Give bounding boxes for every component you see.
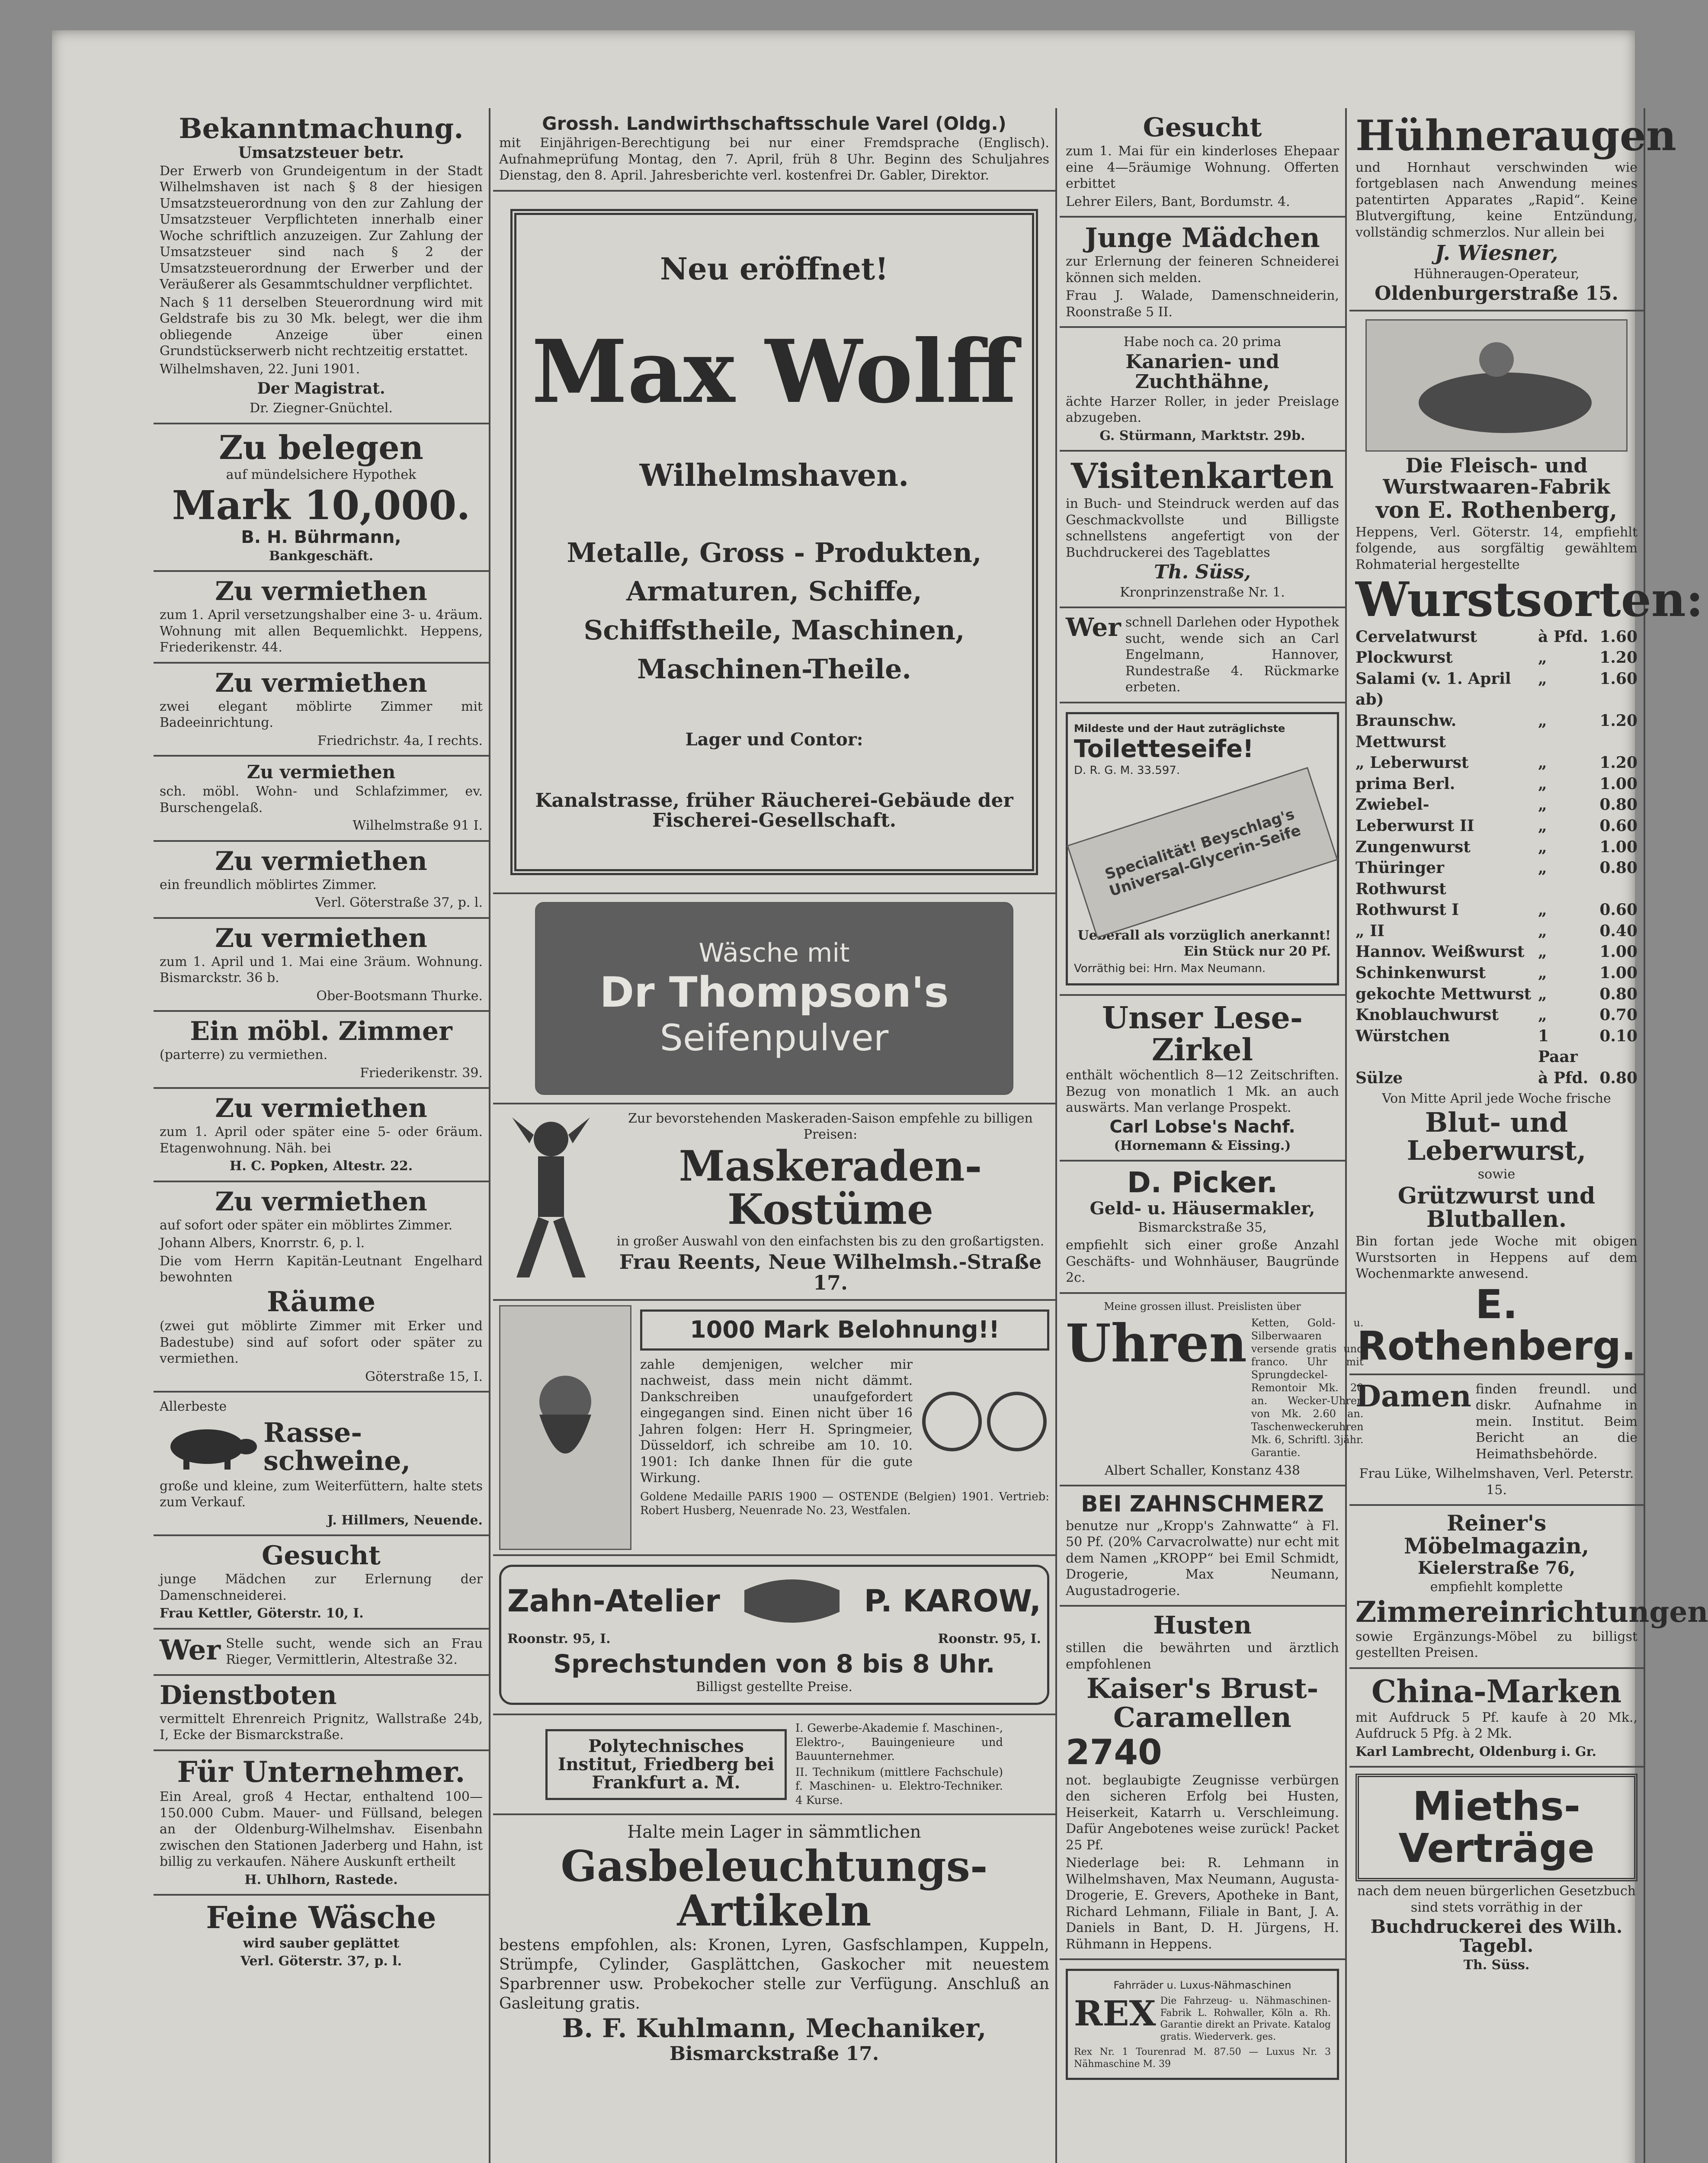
ad-body: Nach § 11 derselben Steuerordnung wird mit Geldstrafe bis zu 30 Mk. belegt, wer die ihm obliegende Anzeige über einen Grundstückserwerb nicht rechtzeitig erstattet.: [160, 295, 483, 359]
ad-address: Kielerstraße 76,: [1417, 1558, 1576, 1579]
ad-title: Rasse-schweine,: [263, 1416, 411, 1476]
ad-title: Räume: [266, 1285, 376, 1318]
medals-icon: [920, 1389, 1049, 1454]
ad-title: Grossh. Landwirthschaftsschule Varel (Oldg.): [542, 113, 1006, 134]
ad-top: Neu eröffnet!: [660, 251, 888, 287]
price-item: prima Berl.: [1356, 774, 1455, 793]
ad-address: Lehrer Eilers, Bant, Bordumstr. 4.: [1066, 194, 1290, 209]
ad-vermiethen: [154, 842, 489, 919]
ad-title: Junge Mädchen: [1085, 222, 1320, 254]
price-row: [1356, 815, 1638, 837]
ad-body: ächte Harzer Roller, in jeder Preislage abzugeben.: [1066, 394, 1339, 426]
ad-title: Zu vermiethen: [247, 761, 396, 783]
ad-brand: REX: [1074, 1993, 1156, 2034]
price-unit: „: [1538, 964, 1547, 982]
ad-name: Buchdruckerei des Wilh. Tagebl.: [1370, 1916, 1623, 1957]
ad-zu-belegen: [154, 424, 489, 572]
ad-sub: Geld- u. Häusermakler,: [1090, 1198, 1315, 1219]
ad-body: mit Einjährigen-Berechtigung bei nur einer Fremdsprache (Englisch). Aufnahmeprüfung Montag, den 7. April, früh 8 Uhr. Beginn des Schuljahres Dienstag, den 8. April. Jahresberichte verl. kostenfrei Dr. Gabler, Direktor.: [499, 135, 1049, 183]
ad-title: Zu vermiethen: [215, 576, 427, 607]
ad-title: Wer: [160, 1633, 221, 1666]
price-unit: 1 Paar: [1538, 1027, 1578, 1066]
price-item: Zungenwurst: [1356, 838, 1471, 856]
ad-line: Wäsche mit: [699, 937, 850, 968]
ad-address: Vorräthig bei: Hrn. Max Neumann.: [1074, 962, 1266, 975]
ad-body: vermittelt Ehrenreich Prignitz, Wallstraße 24b, I, Ecke der Bismarckstraße.: [160, 1711, 483, 1743]
ad-title: Toiletteseife!: [1074, 735, 1254, 763]
ad-body: sowie Ergänzungs-Möbel zu billigst gestellten Preisen.: [1356, 1629, 1638, 1661]
ad-rasseschweine: [154, 1393, 489, 1536]
ad-address: H. Uhlhorn, Rastede.: [244, 1872, 398, 1887]
ad-body: Heppens, Verl. Göterstr. 14, empfiehlt folgende, aus sorgfältig gewähltem Rohmaterial hergestellte: [1356, 524, 1638, 572]
ad-sub: Hühneraugen-Operateur,: [1413, 266, 1580, 282]
ad-body: mit Aufdruck 5 Pf. kaufe à 20 Mk., Aufdruck 5 Pfg. à 2 Mk.: [1356, 1710, 1638, 1742]
ad-title: Husten: [1153, 1611, 1252, 1640]
ad-depots: Niederlage bei: R. Lehmann in Wilhelmshaven, Max Neumann, Augusta-Drogerie, E. Grevers, Apotheke in Bant, Richard Lehmann, Filiale in Bant, J. A. Daniels in Bant, D. H. Jürgens, H. Rühmann in Heppens.: [1066, 1855, 1339, 1952]
ad-body: I. Gewerbe-Akademie f. Maschinen-, Elektro-, Bauingenieure und Bauunternehmer.: [795, 1722, 1003, 1763]
price-unit: à Pfd.: [1538, 627, 1589, 646]
ad-junge-maedchen: [1060, 218, 1345, 328]
portrait-illustration: [499, 1305, 631, 1550]
ad-body: Ueberall als vorzüglich anerkannt! Ein Stück nur 20 Pf.: [1077, 927, 1331, 960]
price-row: [1356, 899, 1638, 921]
price-item: „ II: [1356, 921, 1384, 940]
pig-icon: [160, 1423, 259, 1470]
ad-address: Kronprinzenstraße Nr. 1.: [1120, 584, 1285, 600]
ad-kanarien: [1060, 328, 1345, 452]
price-unit: „: [1538, 859, 1547, 877]
price-item: Sülze: [1356, 1069, 1403, 1088]
ad-vermiethen: [154, 664, 489, 757]
ad-gesucht: [154, 1536, 489, 1630]
ad-body: Ein Areal, groß 4 Hectar, enthaltend 100—150.000 Cubm. Mauer- und Füllsand, belegen an der Oldenburg-Wilhelmshav. Eisenbahn zwischen den Stationen Jaderberg und Hahn, ist billig zu verkaufen. Nähere Auskunft ertheilt: [160, 1789, 483, 1870]
column-1: [154, 108, 490, 2163]
ad-name: J. Wiesner,: [1435, 241, 1558, 266]
ad-rex: [1060, 1960, 1345, 2089]
ad-body: junge Mädchen zur Erlernung der Damenschneiderei.: [160, 1572, 483, 1603]
price-row: [1356, 1068, 1638, 1089]
ad-body: empfiehlt sich einer große Anzahl Geschäfts- und Wohnhäuser, Baugründe 2c.: [1066, 1238, 1339, 1286]
ad-title: Mieths-Verträge: [1356, 1774, 1638, 1881]
ad-title: Max Wolff: [532, 321, 1017, 423]
ad-address: Karl Lambrecht, Oldenburg i. Gr.: [1356, 1744, 1596, 1759]
ad-title: Ein möbl. Zimmer: [190, 1016, 452, 1047]
price-item: Rothwurst I: [1356, 901, 1459, 919]
price-item: Würstchen: [1356, 1027, 1450, 1045]
price-item: Schinkenwurst: [1356, 964, 1486, 982]
ad-body: ein freundlich möblirtes Zimmer.: [160, 877, 377, 892]
ad-title: Zu belegen: [219, 428, 423, 467]
price-price: 1.00: [1599, 774, 1638, 793]
ad-gesucht: [1060, 108, 1345, 218]
soap-bar-illustration: Specialität! Beyschlag's Universal-Glycerin-Seife: [1067, 767, 1338, 938]
ad-address: Verl. Göterstraße 37, p. l.: [315, 895, 483, 911]
ad-body: Der Erwerb von Grundeigentum in der Stadt Wilhelmshaven ist nach § 8 der hiesigen Umsatzsteuerordnung von den zur Zahlung der Umsatzsteuer Verpflichteten innerhalb einer Woche schriftlich anzuzeigen. Zur Zahlung der Umsatzsteuer sind nach § 2 der Umsatzsteuerordnung der Erwerber und der Veräußerer als Gesammtschuldner verpflichtet.: [160, 163, 483, 292]
ad-drgm: D. R. G. M. 33.597.: [1074, 764, 1180, 777]
price-price: 1.20: [1599, 711, 1638, 730]
ad-body: zum 1. April oder später eine 5- oder 6räum. Etagenwohnung. Näh. bei: [160, 1124, 483, 1156]
ad-price: Billigst gestellte Preise.: [696, 1679, 852, 1694]
ad-miethsvertraege: [1349, 1768, 1644, 1980]
ad-body: wird sauber geplättet: [243, 1935, 400, 1951]
ad-body: Stelle sucht, wende sich an Frau Rieger, Vermittlerin, Altestraße 32.: [226, 1636, 483, 1668]
price-item: Zwiebel-: [1356, 796, 1429, 814]
ad-big: Zimmereinrichtungen: [1356, 1595, 1708, 1629]
price-price: 1.00: [1599, 964, 1638, 982]
bearded-man-icon: [522, 1363, 609, 1492]
thompson-illustration: [535, 902, 1013, 1095]
ad-body: auf mündelsichere Hypothek: [226, 467, 417, 482]
ad-address: Verl. Göterstr. 37, p. l.: [240, 1954, 402, 1969]
ad-address: Wilhelmstraße 91 I.: [352, 818, 483, 834]
ad-goods: Metalle, Gross - Produkten, Armaturen, Schiffe, Schiffstheile, Maschinen, Maschinen-Theile.: [567, 536, 982, 685]
ad-landwirthschaftsschule: [493, 108, 1055, 192]
ad-name: Carl Lobse's Nachf.: [1109, 1117, 1295, 1137]
ad-address: Frau Kettler, Göterstr. 10, I.: [160, 1606, 364, 1621]
jester-icon: [499, 1109, 603, 1282]
ad-gasbeleuchtung: [493, 1815, 1055, 2070]
ad-body: bestens empfohlen, als: Kronen, Lyren, Gasfschlampen, Kuppeln, Strümpfe, Cylinder, Gasplättchen, Gaskocher mit neuestem Sparbrenner usw. Probekocher stelle zur Verfügung. Anschluß an Gasleitung gratis.: [499, 1936, 1049, 2012]
price-unit: „: [1538, 754, 1547, 772]
ad-signature: E. Rothenberg.: [1357, 1281, 1636, 1370]
price-price: 1.60: [1599, 627, 1638, 646]
price-row: [1356, 710, 1638, 752]
price-unit: „: [1538, 901, 1547, 919]
ad-address: Oldenburgerstraße 15.: [1375, 282, 1618, 305]
ad-city: Wilhelmshaven.: [639, 457, 909, 494]
ad-vermiethen: [154, 1089, 489, 1182]
pig-and-putto-icon: [1375, 329, 1618, 442]
price-unit: „: [1538, 648, 1547, 667]
price-unit: „: [1538, 816, 1547, 835]
ad-lese-zirkel: [1060, 996, 1345, 1162]
price-row: [1356, 984, 1638, 1005]
ad-body: zum 1. April versetzungshalber eine 3- u. 4räum. Wohnung mit allen Bequemlichkt. Heppens, Friederikenstr. 44.: [160, 607, 483, 655]
ad-address: Albert Schaller, Konstanz 438: [1104, 1463, 1301, 1478]
ad-title: Für Unternehmer.: [177, 1755, 465, 1789]
ad-body: Ketten, Gold- u. Silberwaaren versende gratis und franco. Uhr mit Sprungdeckel-Remontoir Mk. 20 an. Wecker-Uhren von Mk. 2.60 an. Taschenweckeruhren Mk. 6, Schriftl. 3jähr. Garantie.: [1251, 1316, 1364, 1459]
ad-huehneraugen: [1349, 108, 1676, 311]
price-row: [1356, 647, 1638, 668]
ad-address: J. Hillmers, Neuende.: [327, 1512, 483, 1528]
ad-body: sch. möbl. Wohn- und Schlafzimmer, ev. Burschengelaß.: [160, 784, 483, 815]
price-price: 0.10: [1599, 1027, 1638, 1045]
ad-body: enthält wöchentlich 8—12 Zeitschriften. Bezug von monatlich 1 Mk. an auch auswärts. Man verlange Prospekt.: [1066, 1068, 1339, 1116]
price-price: 0.80: [1599, 985, 1638, 1003]
newspaper-page: [52, 30, 1708, 2163]
ad-name: von E. Rothenberg,: [1375, 497, 1618, 523]
price-row: [1356, 1004, 1638, 1026]
ad-body: (parterre) zu vermiethen.: [160, 1047, 328, 1063]
price-row: [1356, 857, 1638, 899]
ad-title: Die Fleisch- und Wurstwaaren-Fabrik: [1383, 454, 1610, 498]
price-price: 1.60: [1599, 669, 1638, 688]
teeth-icon: [736, 1573, 848, 1629]
ad-address: Friedrichstr. 4a, I rechts.: [317, 733, 483, 748]
ad-body: in großer Auswahl von den einfachsten bis zu den großartigsten.: [616, 1234, 1045, 1249]
ad-title: Feine Wäsche: [206, 1900, 436, 1936]
ad-title: Uhren: [1066, 1313, 1247, 1374]
price-row: [1356, 837, 1638, 858]
ad-date: Wilhelmshaven, 22. Juni 1901.: [160, 361, 360, 377]
price-item: Knoblauchwurst: [1356, 1006, 1499, 1024]
ad-title: Wer: [1066, 613, 1121, 642]
price-unit: „: [1538, 985, 1547, 1003]
ad-title: Zu vermiethen: [215, 923, 427, 953]
column-2: [493, 108, 1057, 2163]
ad-title: Damen: [1356, 1379, 1471, 1414]
ad-body: stillen die bewährten und ärztlich empfohlenen: [1066, 1640, 1339, 1672]
ad-line: Seifenpulver: [660, 1016, 889, 1059]
ad-title: Dienstboten: [160, 1680, 337, 1711]
price-item: Leberwurst II: [1356, 816, 1474, 835]
ad-vermiethen: [154, 572, 489, 664]
price-row: [1356, 752, 1638, 773]
price-item: Hannov. Weißwurst: [1356, 943, 1525, 961]
ad-body: Bin fortan jede Woche mit obigen Wurstsorten in Heppens auf dem Wochenmarkte anwesend.: [1356, 1234, 1638, 1281]
price-price: 0.40: [1599, 921, 1638, 940]
ad-vermiethen: [154, 757, 489, 842]
price-unit: „: [1538, 796, 1547, 814]
ad-max-wolff: [493, 192, 1055, 894]
ad-line: Dr Thompson's: [599, 968, 949, 1017]
ad-title: Gesucht: [1143, 112, 1262, 143]
ad-body: zahle demjenigen, welcher mir nachweist, dass mein nicht dämmt. Dankschreiben unaufgefordert eingegangen sind. Einen nicht über 16 Jahren folgen: Herr H. Springmeier, Düsseldorf, ich schreibe am 10. 10. 1901: Ich danke Ihnen für die gute Wirkung.: [640, 1357, 913, 1486]
ad-body: Die vom Herrn Kapitän-Leutnant Engelhard bewohnten: [160, 1253, 483, 1285]
ad-address: Frau J. Walade, Damenschneiderin, Roonstraße 5 II.: [1066, 288, 1339, 320]
ad-title: Zu vermiethen: [215, 1186, 427, 1217]
price-row: [1356, 963, 1638, 984]
price-item: „ Leberwurst: [1356, 754, 1469, 772]
ad-body: große und kleine, zum Weiterfüttern, halte stets zum Verkauf.: [160, 1478, 483, 1510]
price-price: 1.20: [1599, 648, 1638, 667]
price-row: [1356, 668, 1638, 710]
ad-number: 2740: [1066, 1732, 1162, 1772]
ad-firm: Bankgeschäft.: [269, 548, 374, 564]
ad-subtitle: Umsatzsteuer betr.: [238, 144, 404, 162]
ad-sub: empfiehlt komplette: [1430, 1579, 1563, 1595]
ad-moebelmagazin: [1349, 1506, 1708, 1669]
price-unit: „: [1538, 669, 1547, 688]
ad-brand: Kaiser's Brust-Caramellen: [1086, 1672, 1319, 1734]
ad-belohnung: [493, 1301, 1055, 1556]
ad-title: Polytechnisches Institut, Friedberg bei Frankfurt a. M.: [545, 1729, 787, 1800]
ad-uhren: [1060, 1294, 1364, 1487]
ad-body: zum 1. Mai für ein kinderloses Ehepaar eine 4—5räumige Wohnung. Offerten erbittet: [1066, 144, 1339, 191]
price-unit: „: [1538, 1006, 1547, 1024]
ad-rothenberg: [1349, 311, 1704, 1375]
ad-body: not. beglaubigte Zeugnisse verbürgen den sicheren Erfolg bei Husten, Heiserkeit, Katarrh u. Verschleimung. Dafür Angebotenes weise zurück! Packet 25 Pf.: [1066, 1772, 1339, 1853]
ad-address: Roonstr. 95, I.: [938, 1631, 1041, 1647]
ad-hours: Sprechstunden von 8 bis 8 Uhr.: [553, 1649, 995, 1678]
ad-foot: Rex Nr. 1 Tourenrad M. 87.50 — Luxus Nr. 3 Nähmaschine M. 39: [1074, 2047, 1331, 2070]
ad-title: BEI ZAHNSCHMERZ: [1081, 1491, 1324, 1518]
ad-china-marken: [1349, 1669, 1644, 1768]
price-item: Thüringer Rothwurst: [1356, 859, 1446, 898]
ad-maskeraden: [493, 1104, 1055, 1301]
ad-body: und Hornhaut verschwinden wie fortgeblasen nach Anwendung meines patentirten Apparates „Rapid“. Keine Blutvergiftung, keine Entzündung, vollständig schmerzlos. Nur allein bei: [1356, 160, 1638, 240]
price-unit: „: [1538, 921, 1547, 940]
price-item: Salami (v. 1. April ab): [1356, 669, 1511, 709]
ad-title: Zu vermiethen: [215, 1093, 427, 1124]
ad-left: Zahn-Atelier: [507, 1583, 720, 1619]
price-price: 0.80: [1599, 796, 1638, 814]
ad-thompson: [493, 894, 1055, 1104]
ad-name: Th. Süss,: [1154, 561, 1251, 584]
ad-body: zum 1. April und 1. Mai eine 3räum. Wohnung. Bismarckstr. 36 b.: [160, 954, 483, 986]
price-price: 1.20: [1599, 754, 1638, 772]
price-unit: „: [1538, 943, 1547, 961]
ad-toiletteseife: [1060, 703, 1345, 996]
ad-body: zwei elegant möblirte Zimmer mit Badeeinrichtung.: [160, 699, 483, 731]
ad-title: Visitenkarten: [1071, 456, 1334, 497]
ad-pre: Allerbeste: [160, 1399, 227, 1415]
price-unit: „: [1538, 774, 1547, 793]
ad-body: auf sofort oder später ein möblirtes Zimmer.: [160, 1217, 453, 1233]
ad-blut: Blut- und Leberwurst,: [1407, 1107, 1586, 1167]
ad-vermiethen: [154, 1182, 489, 1393]
price-row: [1356, 1026, 1638, 1068]
ad-address: Kanalstrasse, früher Räucherei-Gebäude der Fischerei-Gesellschaft.: [535, 789, 1013, 831]
ad-sowie: sowie: [1477, 1167, 1516, 1182]
ad-intro: Meine grossen illust. Preislisten über: [1104, 1300, 1301, 1313]
ad-zahn-atelier: [493, 1556, 1055, 1715]
price-list: [1356, 626, 1638, 1089]
ad-title: Gesucht: [262, 1540, 381, 1571]
ad-head: Mildeste und der Haut zuträglichste: [1074, 722, 1285, 735]
ad-address: Johann Albers, Knorrstr. 6, p. l.: [160, 1236, 365, 1251]
ad-wer-stelle: [154, 1630, 489, 1676]
column-3: [1060, 108, 1364, 2163]
ad-title: D. Picker.: [1127, 1166, 1278, 1200]
ad-address: G. Stürmann, Marktstr. 29b.: [1099, 428, 1305, 443]
ad-zahnschmerz: [1060, 1486, 1345, 1607]
ad-moebl-zimmer: [154, 1012, 489, 1089]
ad-title: Zu vermiethen: [215, 668, 427, 698]
ad-gruetz: Grützwurst und Blutballen.: [1397, 1182, 1596, 1233]
ad-address: Göterstraße 15, I.: [365, 1369, 483, 1384]
ad-name: B. F. Kuhlmann, Mechaniker,: [562, 2013, 987, 2044]
ad-body: nach dem neuen bürgerlichen Gesetzbuch sind stets vorräthig in der: [1357, 1884, 1636, 1915]
ad-name: B. H. Bührmann,: [241, 527, 401, 547]
ad-after: Von Mitte April jede Woche frische: [1382, 1091, 1611, 1106]
ad-unternehmer: [154, 1751, 489, 1896]
ad-title: Bekanntmachung.: [179, 112, 464, 145]
ad-title: Hühneraugen: [1356, 111, 1676, 160]
price-row: [1356, 921, 1638, 942]
ad-feine-waesche: [154, 1896, 489, 1976]
ad-address: Bismarckstraße 17.: [669, 2042, 879, 2065]
price-item: Cervelatwurst: [1356, 627, 1477, 646]
ad-visitenkarten: [1060, 452, 1345, 608]
ad-intro: Zur bevorstehenden Maskeraden-Saison empfehle zu billigen Preisen:: [628, 1110, 1033, 1142]
ad-address: H. C. Popken, Altestr. 22.: [229, 1159, 413, 1174]
ad-body: Die Fahrzeug- u. Nähmaschinen-Fabrik L. Rohwaller, Köln a. Rh. Garantie direkt an Private. Katalog gratis. Wiederverk. ges.: [1160, 1996, 1331, 2042]
ad-dienstboten: [154, 1676, 489, 1751]
price-price: 1.00: [1599, 838, 1638, 856]
price-price: 1.00: [1599, 943, 1638, 961]
ad-pre: Habe noch ca. 20 prima: [1123, 334, 1282, 350]
ad-body: in Buch- und Steindruck werden auf das Geschmackvollste und Billigste schnellstens angefertigt von der Buchdruckerei des Tageblattes: [1066, 496, 1339, 560]
butcher-illustration: [1365, 319, 1628, 452]
price-row: [1356, 773, 1638, 795]
ad-body: benutze nur „Kropp's Zahnwatte“ à Fl. 50 Pf. (20% Carvacrolwatte) nur echt mit dem Namen „KROPP“ bei Emil Schmidt, Drogerie, Max Neumann, Augustadrogerie.: [1066, 1518, 1339, 1598]
ad-title: Maskeraden-Kostüme: [679, 1141, 982, 1234]
ad-address: Friederikenstr. 39.: [360, 1065, 483, 1081]
ad-signature: Th. Süss.: [1463, 1958, 1530, 1973]
ad-damen: [1349, 1375, 1644, 1506]
ad-picker: [1060, 1162, 1345, 1293]
ad-body: (zwei gut möblirte Zimmer mit Erker und Badestube) sind auf sofort oder später zu vermiethen.: [160, 1319, 483, 1367]
price-unit: „: [1538, 838, 1547, 856]
price-unit: „: [1538, 711, 1547, 730]
price-price: 0.60: [1599, 901, 1638, 919]
ad-signature: Dr. Ziegner-Gnüchtel.: [250, 401, 393, 416]
price-price: 0.60: [1599, 816, 1638, 835]
ad-address: Roonstr. 95, I.: [507, 1631, 611, 1647]
price-item: Braunschw. Mettwurst: [1356, 711, 1457, 751]
price-unit: à Pfd.: [1538, 1069, 1589, 1088]
ad-vermiethen: [154, 919, 489, 1012]
ad-lager: Lager und Contor:: [685, 729, 863, 750]
ad-big: Wurstsorten:: [1356, 571, 1704, 628]
column-4: [1349, 108, 1708, 2163]
price-price: 0.80: [1599, 859, 1638, 877]
ad-address: Bismarckstraße 35,: [1138, 1219, 1267, 1235]
ad-body: II. Technikum (mittlere Fachschule) f. Maschinen- u. Elektro-Techniker. 4 Kurse.: [795, 1765, 1003, 1807]
price-row: [1356, 941, 1638, 963]
ad-address: Frau Lüke, Wilhelmshaven, Verl. Peterstr. 15.: [1359, 1466, 1634, 1498]
ad-signature: Der Magistrat.: [257, 379, 385, 398]
ad-title: Unser Lese-Zirkel: [1102, 1000, 1303, 1068]
ad-title: China-Marken: [1371, 1672, 1622, 1710]
ad-title: Kanarien- und Zuchthähne,: [1125, 350, 1279, 393]
price-price: 0.80: [1599, 1069, 1638, 1088]
ad-husten: [1060, 1607, 1345, 1960]
ad-body: schnell Darlehen oder Hypothek sucht, wende sich an Carl Engelmann, Hannover, Rundestraße 4. Rückmarke erbeten.: [1125, 615, 1339, 695]
ad-sub: (Hornemann & Eissing.): [1114, 1138, 1291, 1153]
ad-intro: Halte mein Lager in sämmtlichen: [627, 1822, 921, 1842]
ad-body: zur Erlernung der feineren Schneiderei können sich melden.: [1066, 254, 1339, 286]
ad-right: P. KAROW,: [864, 1583, 1041, 1619]
price-price: 0.70: [1599, 1006, 1638, 1024]
ad-foot: Goldene Medaille PARIS 1900 — OSTENDE (Belgien) 1901. Vertrieb: Robert Husberg, Neuenrade No. 23, Westfalen.: [640, 1490, 1049, 1518]
ad-bekanntmachung: [154, 108, 489, 424]
ad-darlehen: [1060, 608, 1345, 703]
ad-title: Zu vermiethen: [215, 846, 427, 876]
price-row: [1356, 626, 1638, 648]
price-row: [1356, 794, 1638, 815]
ad-head: Fahrräder u. Luxus-Nähmaschinen: [1113, 1979, 1291, 1992]
price-item: gekochte Mettwurst: [1356, 985, 1532, 1003]
ad-polytechnikum: [493, 1715, 1055, 1815]
ad-address: Ober-Bootsmann Thurke.: [316, 988, 483, 1004]
ad-amount: Mark 10,000.: [172, 482, 471, 529]
ad-title: Gasbeleuchtungs-Artikeln: [561, 1842, 988, 1936]
ad-address: Frau Reents, Neue Wilhelmsh.-Straße 17.: [619, 1250, 1042, 1294]
ad-body: finden freundl. und diskr. Aufnahme in mein. Institut. Beim Bericht an die Heimathsbehörde.: [1475, 1381, 1638, 1462]
ad-title: 1000 Mark Belohnung!!: [640, 1309, 1049, 1351]
ad-title: Reiner's Möbelmagazin,: [1404, 1510, 1589, 1559]
price-item: Plockwurst: [1356, 648, 1453, 667]
